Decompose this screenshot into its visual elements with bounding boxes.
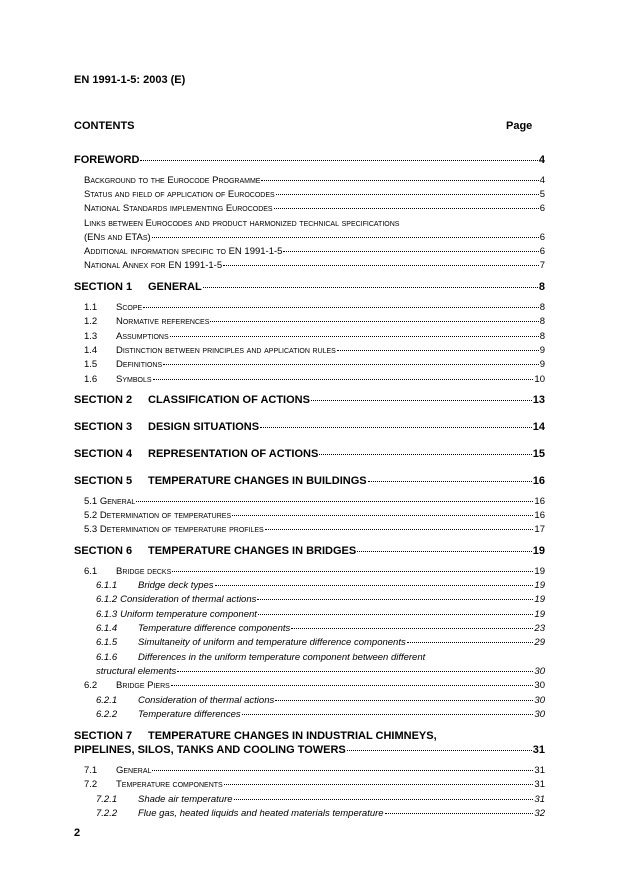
toc-item[interactable]: 6.2.2 Temperature differences 30 xyxy=(96,709,545,720)
toc-section-5[interactable]: SECTION 5 TEMPERATURE CHANGES IN BUILDINGS 16 xyxy=(74,475,545,487)
contents-title: CONTENTS xyxy=(74,120,135,132)
toc-item[interactable]: National Standards implementing Eurocodes 6 xyxy=(84,203,545,214)
toc-item[interactable]: 7.2.1 Shade air temperature 31 xyxy=(96,794,545,805)
toc-foreword[interactable]: FOREWORD 4 xyxy=(74,154,545,166)
toc-item[interactable]: 1.3 Assumptions 8 xyxy=(84,331,545,342)
toc-item[interactable]: 7.2 Temperature components 31 xyxy=(84,779,545,790)
toc-item[interactable]: 1.4 Distinction between principles and application rules 9 xyxy=(84,345,545,356)
toc-section-7[interactable]: PIPELINES, SILOS, TANKS AND COOLING TOWERS 31 xyxy=(74,744,545,756)
toc-item[interactable]: 1.6 Symbols 10 xyxy=(84,374,545,385)
toc-item[interactable]: 5.2 Determination of temperatures 16 xyxy=(84,510,545,521)
page-column-label: Page xyxy=(506,120,533,132)
toc-item[interactable]: (ENs and ETAs) 6 xyxy=(84,232,545,243)
toc-item[interactable]: structural elements 30 xyxy=(96,666,545,677)
toc-item[interactable]: Background to the Eurocode Programme 4 xyxy=(84,175,545,186)
toc-item[interactable]: 6.1.3 Uniform temperature component 19 xyxy=(96,609,545,620)
toc-item[interactable]: 7.1 General 31 xyxy=(84,765,545,776)
toc-item[interactable]: National Annex for EN 1991-1-5 7 xyxy=(84,260,545,271)
toc-section-7-line1[interactable]: SECTION 7 TEMPERATURE CHANGES IN INDUSTRIAL CHIMNEYS, xyxy=(74,730,437,742)
toc-item[interactable]: 6.1.4 Temperature difference components 23 xyxy=(96,623,545,634)
toc-item[interactable]: 6.1.2 Consideration of thermal actions 19 xyxy=(96,594,545,605)
toc-item-line1: Links between Eurocodes and product harmonized technical specifications xyxy=(84,218,400,229)
toc-item[interactable]: 5.1 General 16 xyxy=(84,496,545,507)
toc-section-3[interactable]: SECTION 3 DESIGN SITUATIONS 14 xyxy=(74,421,545,433)
toc-section-6[interactable]: SECTION 6 TEMPERATURE CHANGES IN BRIDGES 19 xyxy=(74,545,545,557)
toc-item[interactable]: 6.2 Bridge Piers 30 xyxy=(84,680,545,691)
document-id: EN 1991-1-5: 2003 (E) xyxy=(74,74,186,86)
toc-section-1[interactable]: SECTION 1 GENERAL 8 xyxy=(74,281,545,293)
toc-item[interactable]: 6.1.1 Bridge deck types 19 xyxy=(96,580,545,591)
toc-item[interactable]: 6.2.1 Consideration of thermal actions 30 xyxy=(96,695,545,706)
toc-item[interactable]: 6.1 Bridge decks 19 xyxy=(84,566,545,577)
toc-item[interactable]: Status and field of application of Eurocodes 5 xyxy=(84,189,545,200)
toc-item[interactable]: 1.1 Scope 8 xyxy=(84,302,545,313)
page-number: 2 xyxy=(74,827,81,839)
toc-item[interactable]: 1.5 Definitions 9 xyxy=(84,359,545,370)
toc-item[interactable]: Additional information specific to EN 1991-1-5 6 xyxy=(84,246,545,257)
toc-item[interactable]: 5.3 Determination of temperature profiles 17 xyxy=(84,524,545,535)
toc-item-line1: 6.1.6 Differences in the uniform temperature component between different xyxy=(96,652,426,663)
toc-section-2[interactable]: SECTION 2 CLASSIFICATION OF ACTIONS 13 xyxy=(74,394,545,406)
toc-item[interactable]: 1.2 Normative references 8 xyxy=(84,316,545,327)
toc-section-4[interactable]: SECTION 4 REPRESENTATION OF ACTIONS 15 xyxy=(74,448,545,460)
toc-item[interactable]: 7.2.2 Flue gas, heated liquids and heated materials temperature 32 xyxy=(96,808,545,819)
toc-item[interactable]: 6.1.5 Simultaneity of uniform and temperature difference components 29 xyxy=(96,637,545,648)
